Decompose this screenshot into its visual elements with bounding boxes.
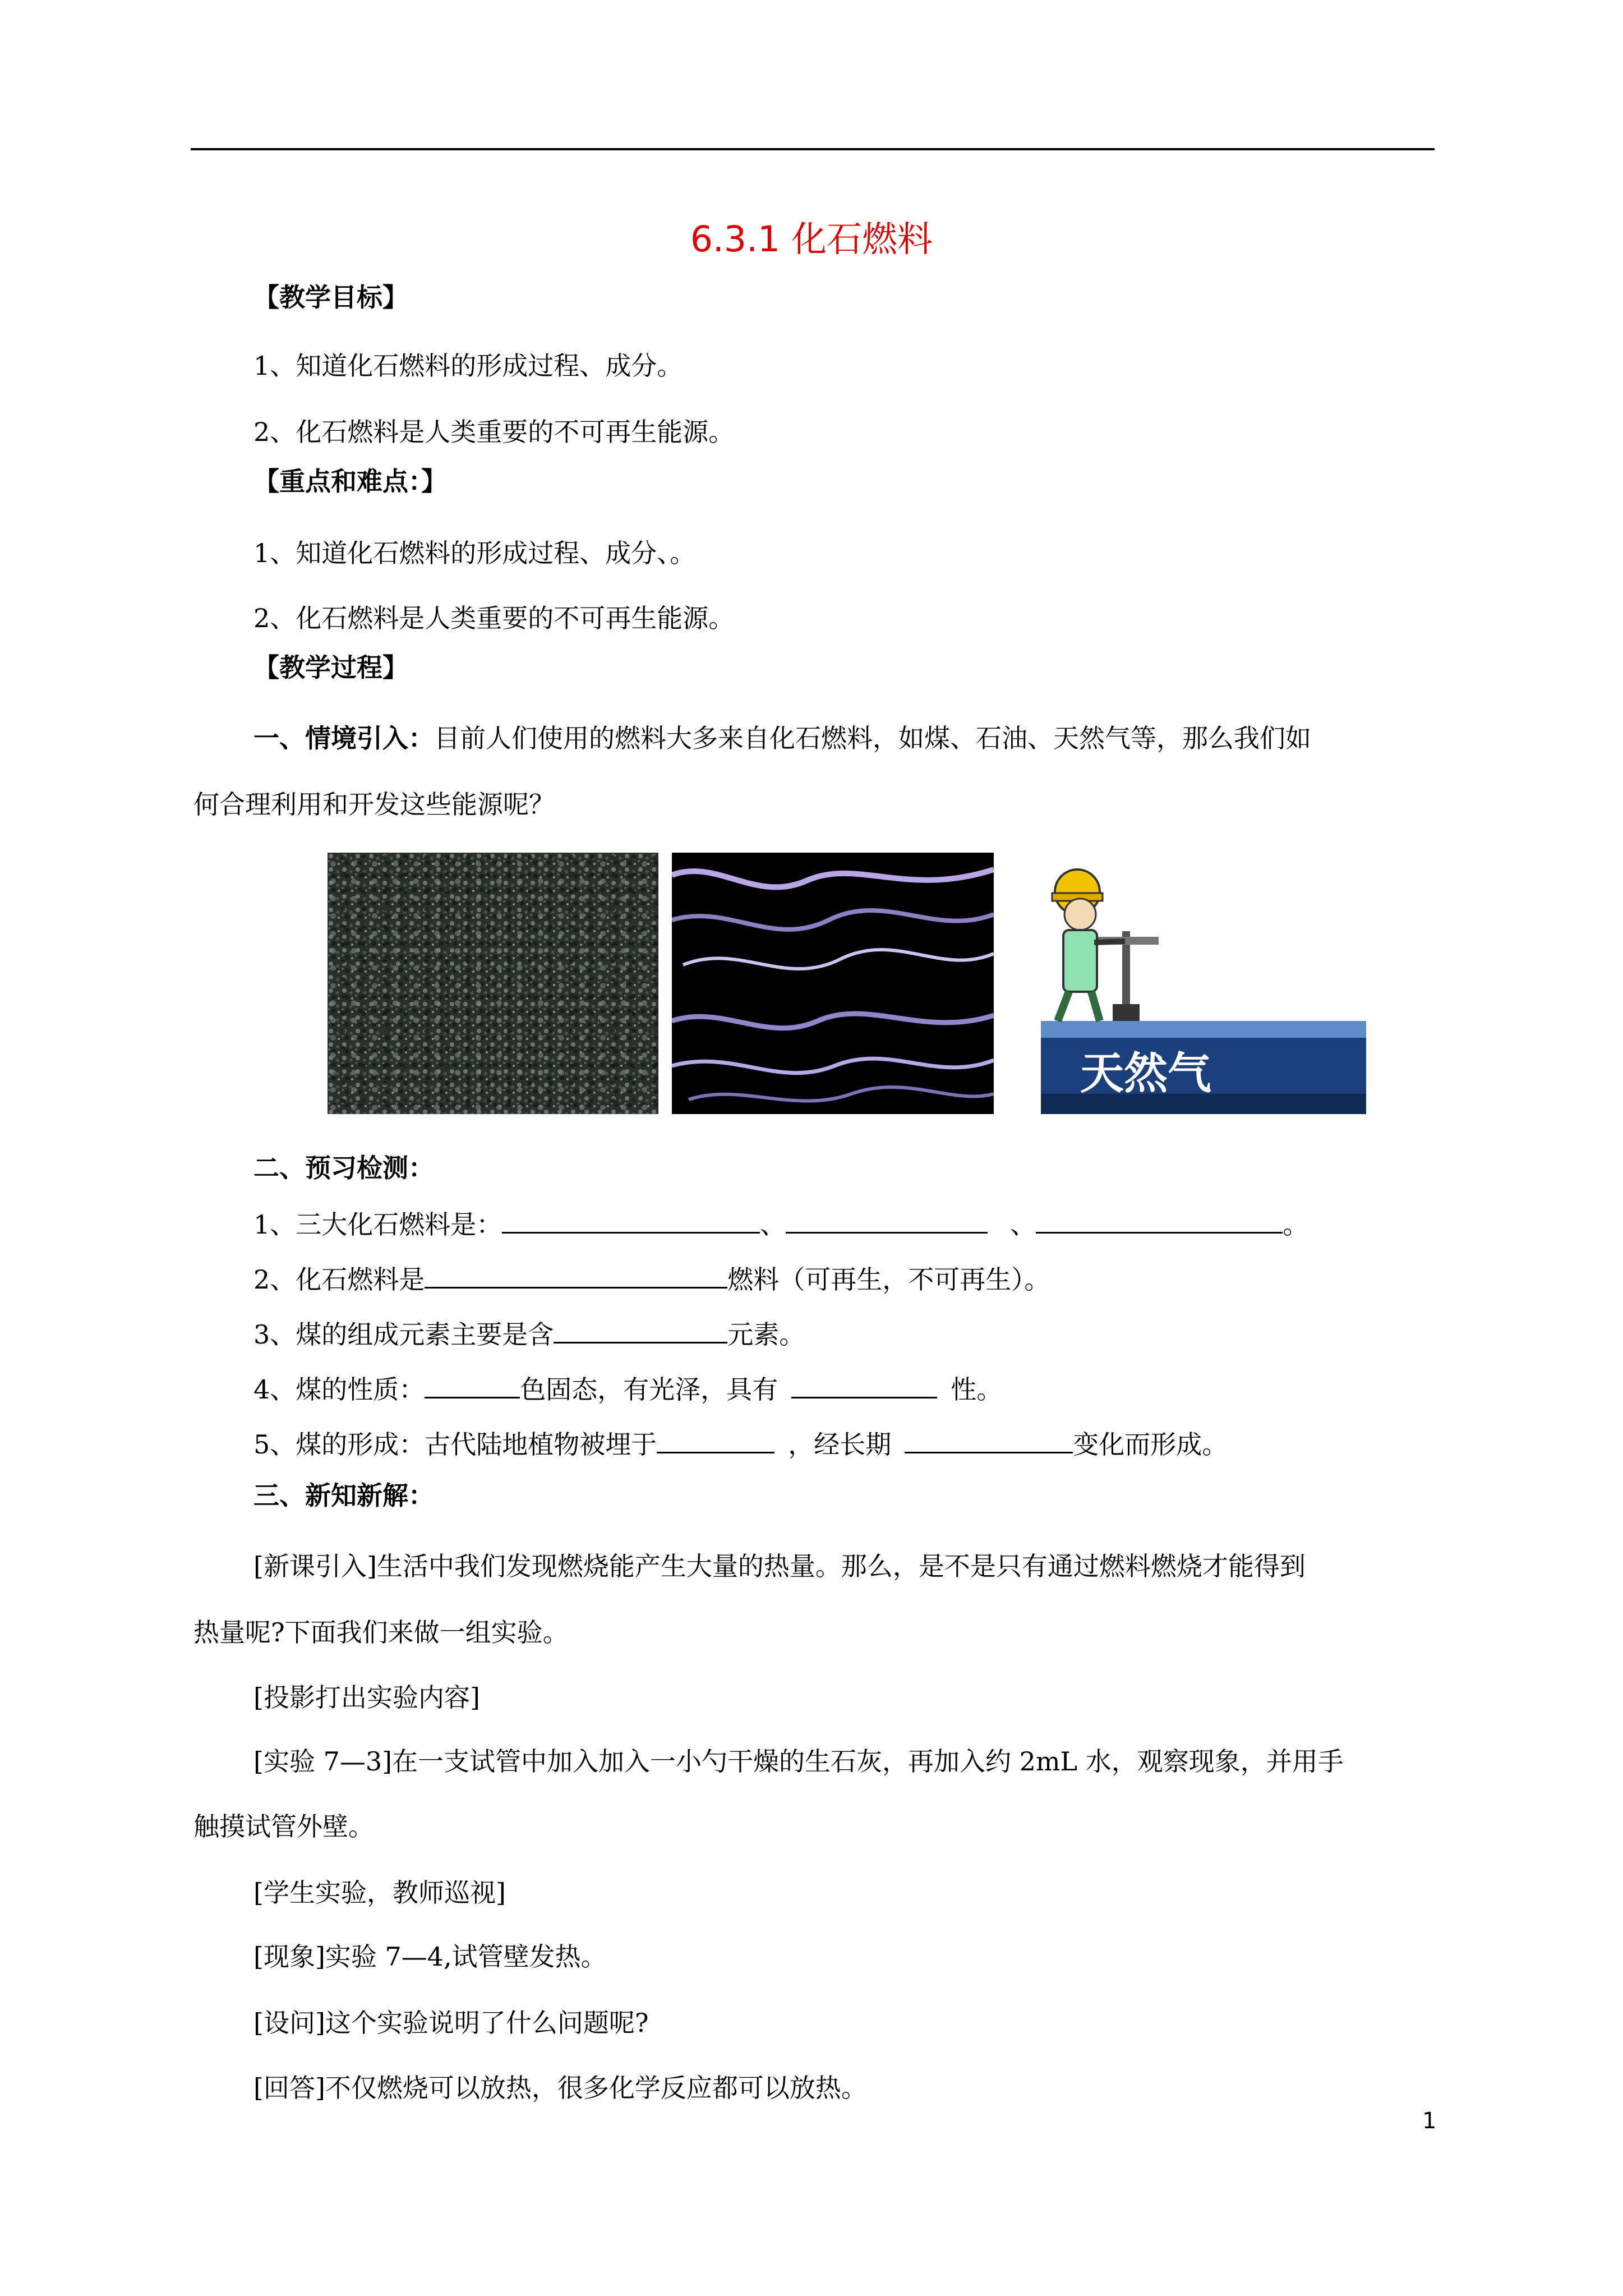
keypoints-heading: 【重点和难点：】 — [253, 466, 447, 496]
preview-q5: 5、煤的形成：古代陆地植物被埋于 ，经长期 变化而形成。 — [253, 1426, 1228, 1461]
preview-q1: 1、三大化石燃料是： 、 、 。 — [253, 1206, 1308, 1241]
process-heading: 【教学过程】 — [253, 652, 408, 683]
blank-field[interactable] — [786, 1206, 988, 1234]
blank-field[interactable] — [791, 1371, 937, 1398]
newknow-p2: [投影打出实验内容] — [253, 1682, 480, 1713]
newknow-p1-line2: 热量呢?下面我们来做一组实验。 — [193, 1617, 569, 1648]
natural-gas-image — [1041, 853, 1366, 1114]
coal-image — [328, 853, 658, 1114]
blank-field[interactable] — [425, 1261, 727, 1289]
preview-q3: 3、煤的组成元素主要是含 元素。 — [253, 1316, 805, 1351]
blank-field[interactable] — [554, 1316, 727, 1343]
blank-field[interactable] — [502, 1206, 760, 1234]
newknow-p5: [现象]实验 7—4,试管壁发热。 — [253, 1941, 607, 1972]
page-title: 6.3.1 化石燃料 — [690, 219, 933, 260]
blank-field[interactable] — [1036, 1206, 1283, 1234]
newknow-p7: [回答]不仅燃烧可以放热，很多化学反应都可以放热。 — [253, 2073, 867, 2103]
blank-field[interactable] — [905, 1426, 1073, 1453]
keypoint-2: 2、化石燃料是人类重要的不可再生能源。 — [253, 603, 735, 633]
gas-label: 天然气 — [1080, 1048, 1212, 1099]
newknow-p4: [学生实验，教师巡视] — [253, 1878, 506, 1908]
intro-paragraph-line1 — [253, 721, 1311, 755]
oil-image — [672, 853, 994, 1114]
header-rule — [191, 148, 1435, 150]
page-number: 1 — [1422, 2108, 1437, 2134]
goals-heading: 【教学目标】 — [253, 282, 408, 312]
preview-heading: 二、预习检测： — [253, 1153, 434, 1183]
intro-text: 目前人们使用的燃料大多来自化石燃料，如煤、石油、天然气等，那么我们如 — [434, 723, 1311, 753]
newknow-heading: 三、新知新解： — [253, 1480, 434, 1511]
preview-q4: 4、煤的性质： 色固态，有光泽，具有 性。 — [253, 1371, 1002, 1406]
newknow-p3-line1: [实验 7—3]在一支试管中加入加入一小勺干燥的生石灰，再加入约 2mL 水，观察现象，并用手 — [253, 1746, 1344, 1777]
blank-field[interactable] — [657, 1426, 774, 1453]
intro-label: 一、情境引入： — [253, 723, 434, 753]
goal-1: 1、知道化石燃料的形成过程、成分。 — [253, 351, 683, 381]
blank-field[interactable] — [425, 1371, 520, 1398]
goal-2: 2、化石燃料是人类重要的不可再生能源。 — [253, 417, 735, 447]
newknow-p6: [设问]这个实验说明了什么问题呢? — [253, 2008, 649, 2038]
intro-paragraph-line2: 何合理利用和开发这些能源呢？ — [193, 789, 555, 820]
newknow-p3-line2: 触摸试管外壁。 — [193, 1811, 374, 1842]
newknow-p1-line1: [新课引入]生活中我们发现燃烧能产生大量的热量。那么，是不是只有通过燃料燃烧才能得到 — [253, 1551, 1306, 1581]
preview-q2: 2、化石燃料是 燃料（可再生，不可再生）。 — [253, 1261, 1050, 1296]
keypoint-1: 1、知道化石燃料的形成过程、成分、。 — [253, 538, 696, 568]
